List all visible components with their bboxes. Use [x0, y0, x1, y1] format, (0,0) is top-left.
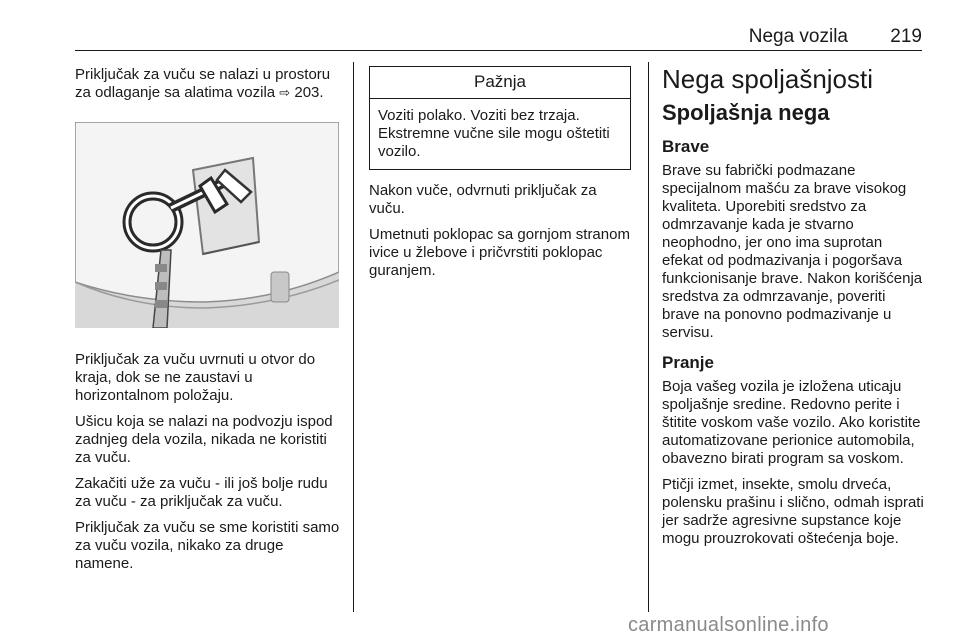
col2-paragraph-1: Nakon vuče, odvrnuti priključak za vuču.: [369, 182, 597, 217]
running-header-title: Nega vozila: [748, 26, 848, 47]
column-divider-2: [648, 62, 649, 612]
col2-paragraph-2: Umetnuti poklopac sa gornjom stranom ivice u žlebove i pričvrstiti poklopac guranjem.: [369, 226, 630, 279]
column-2: [369, 66, 631, 288]
header-rule: [75, 50, 922, 51]
tow-hook-illustration: [75, 122, 339, 328]
pranje-heading: Pranje: [662, 353, 714, 372]
subsection-title: Spoljašnja nega: [662, 100, 830, 125]
col1-paragraph-3: Ušicu koja se nalazi na podvozju ispod zadnjeg dela vozila, nikada ne koristiti za vuču.: [75, 413, 333, 466]
column-3: [662, 64, 926, 556]
warning-title: Pažnja: [370, 67, 630, 99]
watermark-link[interactable]: carmanualsonline.info: [628, 614, 829, 636]
page-ref-icon: ⇨: [279, 85, 291, 100]
col1-paragraph-1: Priključak za vuču se nalazi u prostoru za odlaganje sa alatima vozila ⇨ 203.: [75, 66, 331, 101]
pranje-paragraph-1: Boja vašeg vozila je izložena uticaju spoljašnje sredine. Redovno perite i štitite voskom vaše vozilo. Ako koristite automatizovane perionice automobila, obavezno birati program sa voskom.: [662, 378, 921, 467]
column-divider-1: [353, 62, 354, 612]
col1-paragraph-4: Zakačiti uže za vuču - ili još bolje rudu za vuču - za priključak za vuču.: [75, 475, 328, 510]
col1-paragraph-2: Priključak za vuču uvrnuti u otvor do kraja, dok se ne zaustavi u horizontalnom položaju.: [75, 351, 316, 404]
warning-body: Voziti polako. Voziti bez trzaja. Ekstremne vučne sile mogu oštetiti vozilo.: [378, 107, 610, 160]
page-ref-number: 203.: [294, 84, 324, 101]
page-number: 219: [890, 26, 922, 47]
col1-paragraph-5: Priključak za vuču se sme koristiti samo za vuču vozila, nikako za druge namene.: [75, 519, 340, 572]
pranje-paragraph-2: Ptičji izmet, insekte, smolu drveća, polensku prašinu i slično, odmah isprati jer sadrže agresivne supstance koje mogu prouzrokovati oštećenja boje.: [662, 476, 924, 547]
brave-paragraph: Brave su fabrički podmazane specijalnom mašću za brave visokog kvaliteta. Uporebiti sredstvo za odmrzavanje kada je stvarno neophodno, jer ono ima suprotan efekat od podmazivanja i pogoršava funkcionisanje brave. Nakon korišćenja sredstva za odmrzavanje, poveriti brave na ponovno podmazivanje u servisu.: [662, 162, 923, 341]
brave-heading: Brave: [662, 137, 710, 156]
section-title: Nega spoljašnjosti: [662, 64, 874, 94]
warning-box: [369, 66, 631, 170]
column-1: [75, 66, 341, 581]
